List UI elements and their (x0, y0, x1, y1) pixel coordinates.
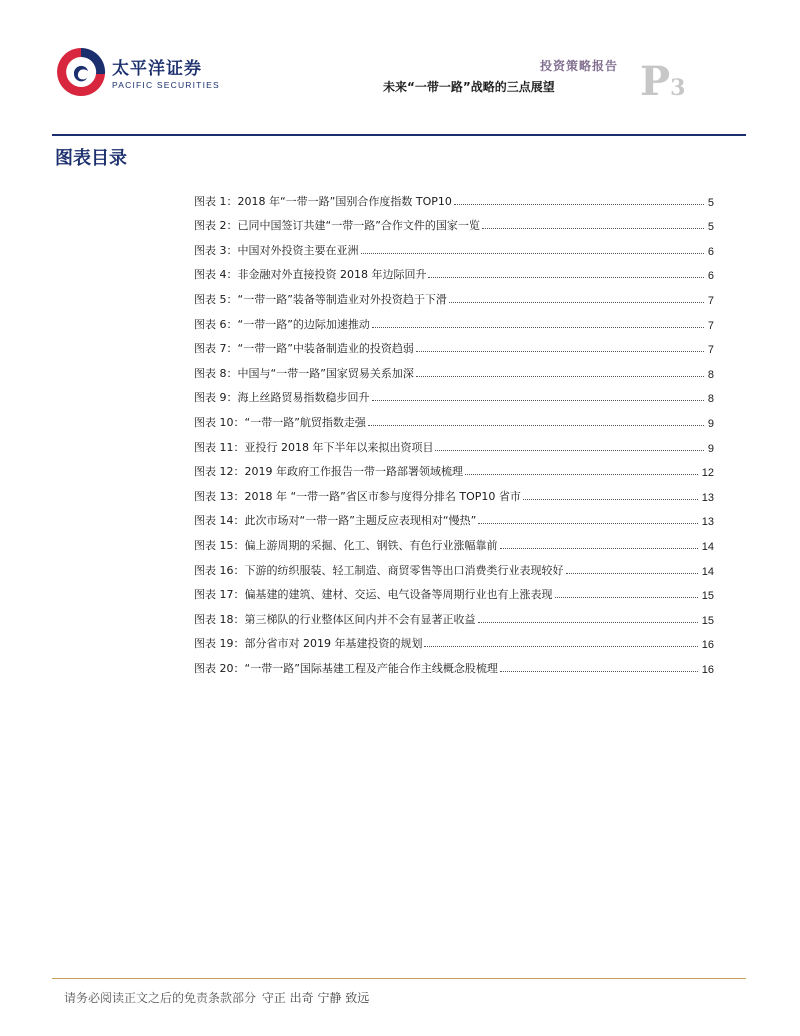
toc-entry[interactable] (194, 258, 714, 283)
toc-entry-page: 7 (707, 319, 714, 332)
toc-entry[interactable] (194, 381, 714, 406)
toc-entry[interactable] (194, 627, 714, 652)
toc-entry-label: 图表 6：“一带一路”的边际加速推动 (194, 317, 370, 331)
page-header (0, 0, 800, 140)
toc-entry[interactable] (194, 430, 714, 455)
toc-dot-leader (416, 376, 704, 377)
toc-dot-leader (361, 253, 704, 254)
toc-dot-leader (478, 622, 698, 623)
toc-entry-page: 13 (701, 516, 714, 529)
toc-entry-page: 8 (707, 393, 714, 406)
toc-entry-page: 16 (701, 639, 714, 652)
toc-dot-leader (482, 228, 704, 229)
toc-entry-page: 8 (707, 368, 714, 381)
toc-entry-label: 图表 7：“一带一路”中装备制造业的投资趋弱 (194, 342, 414, 356)
toc-entry-label: 图表 5：“一带一路”装备等制造业对外投资趋于下滑 (194, 292, 447, 306)
toc-entry-page: 16 (701, 663, 714, 676)
toc-dot-leader (449, 302, 704, 303)
toc-entry-label: 图表 17：偏基建的建筑、建材、交运、电气设备等周期行业也有上涨表现 (194, 588, 553, 602)
toc-entry-page: 13 (701, 491, 714, 504)
toc-entry-page: 9 (707, 442, 714, 455)
toc-dot-leader (478, 523, 697, 524)
toc-entry-page: 6 (707, 245, 714, 258)
toc-entry-label: 图表 11：亚投行 2018 年下半年以来拟出资项目 (194, 440, 434, 454)
brand-english: PACIFIC SECURITIES (112, 80, 220, 90)
toc-entry[interactable] (194, 209, 714, 234)
toc-entry-label: 图表 2：已同中国签订共建“一带一路”合作文件的国家一览 (194, 219, 480, 233)
toc-entry[interactable] (194, 307, 714, 332)
toc-entry[interactable] (194, 528, 714, 553)
toc-entry-label: 图表 10：“一带一路”航贸指数走强 (194, 415, 366, 429)
brand-name (112, 59, 220, 91)
toc-entry-label: 图表 15：偏上游周期的采掘、化工、钢铁、有色行业涨幅靠前 (194, 538, 498, 552)
toc-entry[interactable] (194, 479, 714, 504)
toc-dot-leader (454, 204, 704, 205)
toc-entry[interactable] (194, 184, 714, 209)
page-letter: P (640, 58, 671, 105)
toc-dot-leader (500, 548, 698, 549)
toc-dot-leader (435, 450, 703, 451)
toc-entry-label: 图表 1：2018 年“一带一路”国别合作度指数 TOP10 (194, 194, 452, 208)
toc-entry[interactable] (194, 578, 714, 603)
toc-entry-page: 14 (701, 540, 714, 553)
toc-entry[interactable] (194, 455, 714, 480)
toc-entry-label: 图表 18：第三梯队的行业整体区间内并不会有显著正收益 (194, 612, 476, 626)
toc-entry-label: 图表 8：中国与“一带一路”国家贸易关系加深 (194, 366, 414, 380)
toc-dot-leader (368, 425, 704, 426)
toc-dot-leader (555, 597, 698, 598)
footer-divider (52, 978, 746, 979)
toc-entry[interactable] (194, 405, 714, 430)
toc-entry[interactable] (194, 553, 714, 578)
toc-entry-page: 7 (707, 344, 714, 357)
toc-entry-label: 图表 16：下游的纺织服装、轻工制造、商贸零售等出口消费类行业表现较好 (194, 563, 564, 577)
toc-entry[interactable] (194, 356, 714, 381)
toc-entry-label: 图表 4：非金融对外直接投资 2018 年边际回升 (194, 268, 427, 282)
toc-entry[interactable] (194, 332, 714, 357)
toc-dot-leader (566, 573, 698, 574)
toc-dot-leader (428, 277, 703, 278)
toc-entry[interactable] (194, 651, 714, 676)
toc-entry-page: 6 (707, 270, 714, 283)
toc-entry-page: 15 (701, 590, 714, 603)
page-marker (640, 60, 685, 104)
pacific-securities-logo-icon (52, 44, 110, 100)
figure-table-of-contents (194, 184, 714, 676)
toc-entry-label: 图表 20：“一带一路”国际基建工程及产能合作主线概念股梳理 (194, 661, 498, 675)
toc-entry-page: 14 (701, 565, 714, 578)
toc-dot-leader (372, 327, 704, 328)
footer-slogan: 守正 出奇 宁静 致远 (261, 991, 370, 1005)
toc-entry-page: 5 (707, 221, 714, 234)
toc-dot-leader (416, 351, 704, 352)
toc-dot-leader (372, 400, 704, 401)
toc-entry-label: 图表 13：2018 年 “一带一路”省区市参与度得分排名 TOP10 省市 (194, 489, 521, 503)
toc-entry-label: 图表 9：海上丝路贸易指数稳步回升 (194, 391, 370, 405)
toc-dot-leader (523, 499, 698, 500)
toc-dot-leader (424, 646, 697, 647)
toc-entry[interactable] (194, 504, 714, 529)
toc-entry-page: 12 (701, 467, 714, 480)
footer-disclaimer: 请务必阅读正文之后的免责条款部分 (64, 991, 257, 1005)
toc-entry-label: 图表 12：2019 年政府工作报告一带一路部署领域梳理 (194, 465, 463, 479)
toc-entry-label: 图表 14：此次市场对“一带一路”主题反应表现相对“慢热” (194, 514, 477, 528)
page-footer (64, 989, 369, 1006)
toc-entry-page: 9 (707, 417, 714, 430)
brand-chinese: 太平洋证券 (112, 59, 202, 79)
toc-dot-leader (500, 671, 698, 672)
toc-entry-label: 图表 19：部分省市对 2019 年基建投资的规划 (194, 637, 423, 651)
section-title: 图表目录 (55, 148, 127, 169)
toc-entry[interactable] (194, 282, 714, 307)
report-type: 投资策略报告 (540, 59, 619, 73)
toc-entry-page: 5 (707, 196, 714, 209)
toc-entry-label: 图表 3：中国对外投资主要在亚洲 (194, 243, 359, 257)
toc-entry-page: 15 (701, 614, 714, 627)
toc-entry[interactable] (194, 602, 714, 627)
header-divider (52, 134, 746, 136)
toc-entry[interactable] (194, 233, 714, 258)
toc-entry-page: 7 (707, 294, 714, 307)
toc-dot-leader (465, 474, 698, 475)
page-number: 3 (670, 75, 686, 101)
report-title: 未来“一带一路”战略的三点展望 (383, 80, 555, 94)
